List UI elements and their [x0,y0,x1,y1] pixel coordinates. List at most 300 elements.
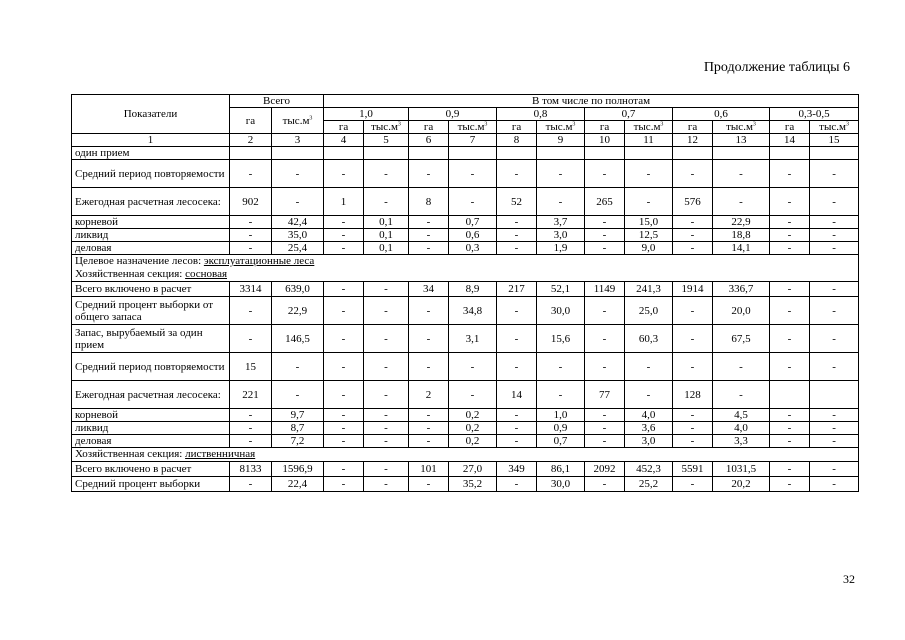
table-cell: - [673,229,713,242]
table-cell: - [673,477,713,492]
table-cell: - [324,216,364,229]
table-cell: - [673,409,713,422]
table-cell: 3,6 [625,422,673,435]
section-value: эксплуатационные леса [203,255,315,267]
table-row [72,462,859,477]
table-cell [585,147,625,160]
table-cell: 20,0 [713,297,770,325]
table-cell: - [324,381,364,409]
table-cell: - [537,160,585,188]
table-cell: 3,3 [713,435,770,448]
table-cell: - [409,297,449,325]
table-cell: - [364,297,409,325]
row-label: Средний период повторяемости [72,160,230,188]
unit-ha-total: га [230,108,272,134]
table-cell: 0,7 [449,216,497,229]
table-cell: - [497,229,537,242]
table-cell [324,147,364,160]
table-cell [449,147,497,160]
table-cell: - [673,216,713,229]
table-cell: - [770,353,810,381]
table-cell: - [230,297,272,325]
table-cell: 128 [673,381,713,409]
table-cell: 0,9 [537,422,585,435]
table-cell: 3,7 [537,216,585,229]
density-4: 0,7 [585,108,673,121]
section-value: лиственничная [185,448,256,460]
table-cell: - [497,477,537,492]
table-cell: - [409,435,449,448]
table-cell: 1 [324,188,364,216]
column-number: 7 [449,134,497,147]
column-number: 14 [770,134,810,147]
table-cell: 8133 [230,462,272,477]
table-cell: 25,0 [625,297,673,325]
table-cell [537,147,585,160]
column-number: 13 [713,134,770,147]
table-cell: 4,5 [713,409,770,422]
section-line [75,448,856,461]
table-cell: 12,5 [625,229,673,242]
table-cell: - [713,188,770,216]
table-cell: - [409,477,449,492]
table-cell: - [497,160,537,188]
row-label: ликвид [72,229,230,242]
table-cell: - [230,242,272,255]
section-value: сосновая [185,268,228,280]
table-cell [272,147,324,160]
table-cell: 20,2 [713,477,770,492]
row-label: ликвид [72,422,230,435]
table-cell: 101 [409,462,449,477]
table-cell: - [770,422,810,435]
table-cell: - [364,409,409,422]
table-cell: - [364,160,409,188]
table-row [72,160,859,188]
table-cell: 22,9 [272,297,324,325]
table-cell: - [409,325,449,353]
section-prefix: Хозяйственная секция: [75,268,186,280]
table-cell: - [770,282,810,297]
column-number: 4 [324,134,364,147]
table-cell: - [585,242,625,255]
table-cell: 0,2 [449,422,497,435]
table-cell: 3314 [230,282,272,297]
table-cell: - [324,353,364,381]
table-cell: - [810,188,859,216]
section-heading [72,448,859,462]
table-cell: 52 [497,188,537,216]
table-cell: - [324,229,364,242]
table-cell: 452,3 [625,462,673,477]
table-row [72,325,859,353]
table-cell [810,147,859,160]
column-number: 11 [625,134,673,147]
table-cell: 0,2 [449,435,497,448]
row-label: деловая [72,242,230,255]
table-cell: - [625,381,673,409]
table-row [72,147,859,160]
table-cell: 34 [409,282,449,297]
table-cell: - [409,353,449,381]
unit-m3: $тыс.м^3$ [449,121,497,134]
table-cell: - [409,216,449,229]
table-cell: - [585,297,625,325]
unit-ha: га [409,121,449,134]
table-row [72,477,859,492]
table-cell: - [230,325,272,353]
unit-m3: $тыс.м^3$ [713,121,770,134]
table-cell: 3,1 [449,325,497,353]
table-cell: - [770,160,810,188]
unit-ha: га [324,121,364,134]
table-cell: 336,7 [713,282,770,297]
section-prefix: Целевое назначение лесов: [75,255,204,267]
table-cell: - [497,435,537,448]
row-label: деловая [72,435,230,448]
table-cell: - [625,353,673,381]
table-row [72,188,859,216]
table-cell: - [497,422,537,435]
table-cell: 14 [497,381,537,409]
column-number: 1 [72,134,230,147]
page-number: 32 [843,572,855,586]
table-cell: 0,1 [364,216,409,229]
header-indicators: Показатели [72,95,230,134]
table-cell: 0,1 [364,242,409,255]
table-cell: - [409,422,449,435]
table-cell [810,381,859,409]
row-label: Ежегодная расчетная лесосека: [72,381,230,409]
unit-m3-total: $тыс.м^3$ [272,108,324,134]
table-cell: - [324,160,364,188]
table-cell: 4,0 [625,409,673,422]
table-cell: - [409,242,449,255]
table-cell: - [364,462,409,477]
table-cell: 67,5 [713,325,770,353]
table-cell: - [449,188,497,216]
table-cell: - [364,353,409,381]
table-cell: 15 [230,353,272,381]
table-cell: 0,6 [449,229,497,242]
table-cell: 217 [497,282,537,297]
table-cell [409,147,449,160]
unit-m3: $тыс.м^3$ [537,121,585,134]
header-total: Всего [230,95,324,108]
table-cell: 77 [585,381,625,409]
column-number: 8 [497,134,537,147]
unit-ha: га [585,121,625,134]
table-cell: 18,8 [713,229,770,242]
table-cell: - [585,216,625,229]
table-cell: 2092 [585,462,625,477]
table-cell: 15,6 [537,325,585,353]
table-cell: - [770,229,810,242]
table-cell: - [770,188,810,216]
table-cell: - [497,353,537,381]
table-cell: - [770,477,810,492]
section-heading [72,255,859,282]
table-cell: - [673,325,713,353]
table-cell: - [585,409,625,422]
table-cell: - [810,422,859,435]
table-cell: 3,0 [537,229,585,242]
table-cell: 0,3 [449,242,497,255]
table-cell: - [625,160,673,188]
table-cell: 1596,9 [272,462,324,477]
table-cell: - [673,297,713,325]
table-cell: - [449,353,497,381]
table-cell: 52,1 [537,282,585,297]
table-cell: - [810,242,859,255]
column-number: 15 [810,134,859,147]
table-cell: - [770,297,810,325]
table-cell: - [324,242,364,255]
column-number: 3 [272,134,324,147]
table-cell: - [713,353,770,381]
table-cell: - [272,160,324,188]
section-prefix: Хозяйственная секция: [75,448,186,460]
table-cell: 1,9 [537,242,585,255]
table-cell: - [585,160,625,188]
table-cell: 22,9 [713,216,770,229]
table-cell: 2 [409,381,449,409]
unit-ha: га [770,121,810,134]
column-number: 5 [364,134,409,147]
table-cell: - [770,462,810,477]
table-cell: - [770,435,810,448]
table-cell: 241,3 [625,282,673,297]
table-cell: - [364,477,409,492]
table-cell: 14,1 [713,242,770,255]
table-cell: - [770,325,810,353]
table-cell: 349 [497,462,537,477]
section-line [75,268,856,281]
table-row [72,422,859,435]
page-title: Продолжение таблицы 6 [703,60,850,75]
table-cell: - [324,297,364,325]
section-row [72,255,859,282]
table-cell: 9,0 [625,242,673,255]
table-cell: - [537,353,585,381]
table-cell: - [537,188,585,216]
table-cell: 35,0 [272,229,324,242]
table-cell: 30,0 [537,297,585,325]
row-label: корневой [72,409,230,422]
table-cell: - [324,422,364,435]
table-cell: 3,0 [625,435,673,448]
column-number: 6 [409,134,449,147]
row-label: Ежегодная расчетная лесосека: [72,188,230,216]
table-row [72,242,859,255]
table-cell: 35,2 [449,477,497,492]
table-cell [497,147,537,160]
table-cell: - [810,160,859,188]
table-cell: 9,7 [272,409,324,422]
table-cell: - [770,242,810,255]
table-cell: 146,5 [272,325,324,353]
table-cell: - [810,216,859,229]
unit-m3: $тыс.м^3$ [364,121,409,134]
table-cell: 902 [230,188,272,216]
density-6: 0,3-0,5 [770,108,859,121]
table-cell: 25,2 [625,477,673,492]
row-label: Всего включено в расчет [72,282,230,297]
table-cell: - [713,160,770,188]
table-cell: - [409,409,449,422]
table-cell: - [230,160,272,188]
table-row [72,282,859,297]
column-number: 10 [585,134,625,147]
table-cell: - [810,297,859,325]
table-cell: 8,9 [449,282,497,297]
table-row [72,409,859,422]
table-cell: - [497,325,537,353]
table-cell: - [409,160,449,188]
table-cell: 576 [673,188,713,216]
table-cell: 27,0 [449,462,497,477]
table-cell: - [770,409,810,422]
table-cell: - [810,282,859,297]
table-cell: 86,1 [537,462,585,477]
table-cell: - [810,229,859,242]
table-cell: - [449,160,497,188]
table-row [72,229,859,242]
header-by-density: В том числе по полнотам [324,95,859,108]
table-cell: - [230,422,272,435]
row-label: Средний процент выборки от общего запаса [72,297,230,325]
table-cell: - [497,242,537,255]
table-cell: - [272,188,324,216]
table-cell: - [364,381,409,409]
table-cell: 1914 [673,282,713,297]
section-line [75,255,856,268]
table-row [72,297,859,325]
table-row [72,216,859,229]
table-cell: 8 [409,188,449,216]
table-cell: 1149 [585,282,625,297]
density-2: 0,9 [409,108,497,121]
unit-ha: га [497,121,537,134]
table-cell: - [409,229,449,242]
column-number: 12 [673,134,713,147]
table-cell [230,147,272,160]
table-cell: - [230,477,272,492]
table-cell: 221 [230,381,272,409]
table-cell: - [625,188,673,216]
table-cell: - [364,325,409,353]
table-cell: - [230,216,272,229]
table-cell: 639,0 [272,282,324,297]
row-label: корневой [72,216,230,229]
table-cell: - [230,435,272,448]
forest-table [71,94,859,492]
table-cell: - [324,325,364,353]
table-cell: - [449,381,497,409]
table-cell: - [324,409,364,422]
table-cell: 15,0 [625,216,673,229]
table-row [72,381,859,409]
table-cell [770,147,810,160]
column-number: 2 [230,134,272,147]
table-cell: 42,4 [272,216,324,229]
table-cell: - [585,422,625,435]
table-cell: - [497,409,537,422]
table-cell: - [230,229,272,242]
row-label: Всего включено в расчет [72,462,230,477]
table-cell: - [364,188,409,216]
table-cell: - [324,282,364,297]
table-cell: 0,2 [449,409,497,422]
table-cell: - [324,477,364,492]
table-cell: - [364,422,409,435]
table-cell: - [537,381,585,409]
table-cell: 1031,5 [713,462,770,477]
table-cell: 0,7 [537,435,585,448]
unit-m3: $тыс.м^3$ [810,121,859,134]
row-label: Средний процент выборки [72,477,230,492]
table-cell: - [585,477,625,492]
row-label: Запас, вырубаемый за один прием [72,325,230,353]
table-cell: - [364,435,409,448]
table-cell: - [585,435,625,448]
table-cell: - [713,381,770,409]
table-cell: 22,4 [272,477,324,492]
unit-ha: га [673,121,713,134]
density-1: 1,0 [324,108,409,121]
table-cell: - [497,297,537,325]
table-cell: 8,7 [272,422,324,435]
table-cell: 34,8 [449,297,497,325]
table-cell: 1,0 [537,409,585,422]
table-row [72,435,859,448]
table-cell: 265 [585,188,625,216]
table-cell: - [810,353,859,381]
table-cell: - [230,409,272,422]
table-cell: - [810,325,859,353]
row-label: один прием [72,147,230,160]
table-cell: - [673,160,713,188]
table-cell: - [810,477,859,492]
table-cell: - [810,462,859,477]
table-cell [770,381,810,409]
column-number: 9 [537,134,585,147]
table-cell: 0,1 [364,229,409,242]
table-cell: - [673,435,713,448]
section-row [72,448,859,462]
table-cell: 5591 [673,462,713,477]
table-cell: 25,4 [272,242,324,255]
table-cell [364,147,409,160]
table-cell: - [585,325,625,353]
table-cell: - [585,353,625,381]
table-cell: - [324,435,364,448]
table-row [72,353,859,381]
table-cell: 60,3 [625,325,673,353]
table-cell: - [497,216,537,229]
table-cell [713,147,770,160]
table-cell: - [673,353,713,381]
density-3: 0,8 [497,108,585,121]
density-5: 0,6 [673,108,770,121]
table-cell: - [324,462,364,477]
table-cell: - [364,282,409,297]
row-label: Средний период повторяемости [72,353,230,381]
table-cell: - [272,353,324,381]
table-cell: 7,2 [272,435,324,448]
table-cell: 4,0 [713,422,770,435]
table-cell: - [810,435,859,448]
